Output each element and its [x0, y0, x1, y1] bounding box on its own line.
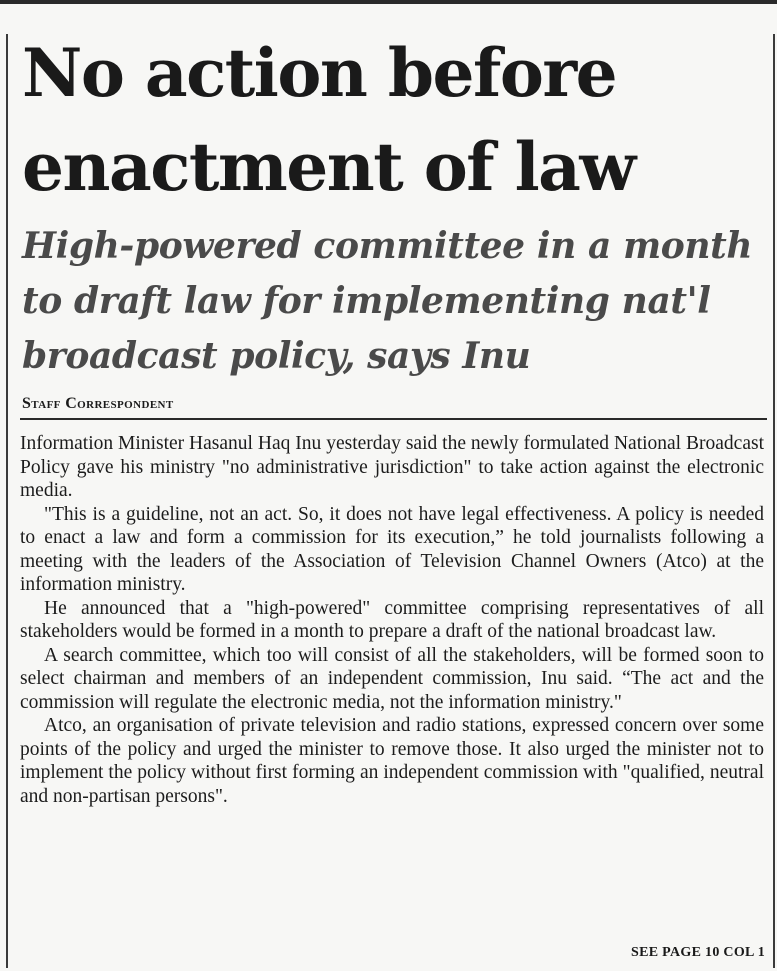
top-border-rule	[0, 0, 777, 4]
paragraph-2: "This is a guideline, not an act. So, it does not have legal effectiveness. A policy is needed to enact a law and form a commission for its execution,” he told journalists following a meeting with the leaders of the Association of Television Channel Owners (Atco) at the information ministry.	[20, 503, 764, 595]
paragraph-3: He announced that a "high-powered" committee comprising representatives of all stakeholders would be formed in a month to prepare a draft of the national broadcast law.	[20, 597, 764, 642]
subheadline: High-powered committee in a month to draft law for implementing nat'l broadcast policy, says Inu	[22, 225, 753, 377]
article-body	[20, 432, 764, 808]
left-column-rule	[6, 34, 8, 968]
paragraph-5: Atco, an organisation of private television and radio stations, expressed concern over some points of the policy and urged the minister to remove those. It also urged the minister not to implement the policy without first forming an independent commission with "qualified, neutral and non-partisan persons".	[20, 715, 764, 807]
byline: Staff Correspondent	[22, 395, 174, 412]
headline: No action before enactment of law	[22, 34, 635, 206]
right-column-rule	[773, 34, 775, 968]
byline-divider	[20, 418, 767, 420]
paragraph-1: Information Minister Hasanul Haq Inu yesterday said the newly formulated National Broadcast Policy gave his ministry "no administrative jurisdiction" to take action against the electronic media.	[20, 433, 764, 501]
continuation-jump-line: SEE PAGE 10 COL 1	[631, 945, 765, 960]
paragraph-4: A search committee, which too will consist of all the stakeholders, will be formed soon to select chairman and members of an independent commission, Inu said. “The act and the commission will regulate the electronic media, not the information ministry."	[20, 644, 764, 713]
